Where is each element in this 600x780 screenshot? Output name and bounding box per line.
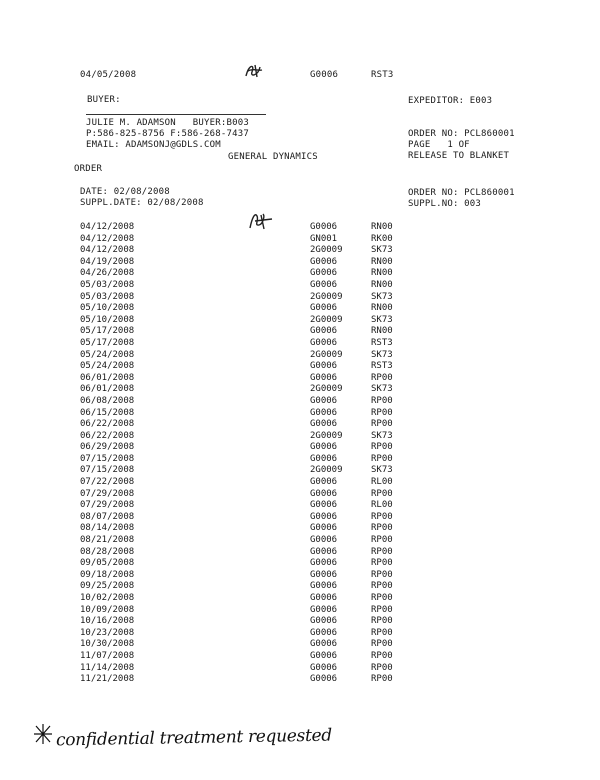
table-row (0, 326, 600, 338)
table-row (0, 674, 600, 686)
header-date: 04/05/2008 (80, 70, 137, 80)
row-date: 09/18/2008 (80, 569, 135, 580)
buyer-label: BUYER: (87, 95, 121, 105)
row-date: 05/03/2008 (80, 291, 135, 302)
row-code: G0006 (310, 303, 338, 314)
table-row (0, 280, 600, 292)
row-code: 2G0009 (310, 314, 343, 325)
table-row (0, 616, 600, 628)
table-row (0, 268, 600, 280)
table-row (0, 384, 600, 396)
row-status: RP00 (371, 546, 393, 557)
buyer-name: JULIE M. ADAMSON BUYER:B003 (86, 118, 249, 128)
row-status: SK73 (371, 430, 393, 441)
table-row (0, 350, 600, 362)
row-date: 09/05/2008 (80, 558, 135, 569)
asterisk-mark-icon (32, 722, 54, 746)
row-code: G0006 (310, 279, 338, 290)
row-code: 2G0009 (310, 245, 343, 256)
row-status: SK73 (371, 314, 393, 325)
order-number-2: ORDER NO: PCL860001 (408, 188, 515, 198)
row-code: G0006 (310, 639, 338, 650)
table-row (0, 361, 600, 373)
row-status: RP00 (371, 395, 393, 406)
table-row (0, 581, 600, 593)
table-row (0, 523, 600, 535)
row-status: RP00 (371, 372, 393, 383)
table-row (0, 257, 600, 269)
row-date: 05/03/2008 (80, 279, 135, 290)
table-row (0, 245, 600, 257)
table-row (0, 639, 600, 651)
row-status: RN00 (371, 222, 393, 232)
row-status: RP00 (371, 569, 393, 580)
table-row (0, 292, 600, 304)
row-status: RP00 (371, 488, 393, 499)
row-code: G0006 (310, 268, 338, 279)
row-code: G0006 (310, 511, 338, 522)
row-code: G0006 (310, 569, 338, 580)
suppl-date-line: SUPPL.DATE: 02/08/2008 (80, 198, 204, 208)
date-line: DATE: 02/08/2008 (80, 187, 170, 197)
row-code: G0006 (310, 546, 338, 557)
row-date: 04/12/2008 (80, 245, 135, 256)
row-status: RK00 (371, 233, 393, 244)
row-status: RST3 (371, 337, 393, 348)
table-row (0, 512, 600, 524)
row-status: RP00 (371, 535, 393, 546)
row-status: RP00 (371, 627, 393, 638)
row-date: 10/02/2008 (80, 593, 135, 603)
divider-line (86, 114, 266, 115)
row-status: SK73 (371, 465, 393, 476)
row-code: G0006 (310, 604, 338, 615)
row-date: 05/17/2008 (80, 326, 135, 337)
row-status: RP00 (371, 407, 393, 418)
row-date: 11/07/2008 (80, 650, 135, 661)
buyer-email: EMAIL: ADAMSONJ@GDLS.COM (86, 140, 221, 150)
row-code: G0006 (310, 453, 338, 464)
row-code: G0006 (310, 442, 338, 453)
header-rst: RST3 (371, 70, 394, 80)
row-code: G0006 (310, 361, 338, 372)
company-name: GENERAL DYNAMICS (228, 152, 318, 162)
buyer-phone: P:586-825-8756 F:586-268-7437 (86, 129, 249, 139)
table-row (0, 477, 600, 489)
row-date: 08/07/2008 (80, 511, 135, 522)
row-date: 09/25/2008 (80, 581, 135, 592)
table-row (0, 500, 600, 512)
row-status: RN00 (371, 326, 393, 337)
table-row (0, 628, 600, 640)
row-code: G0006 (310, 674, 338, 685)
table-row (0, 489, 600, 501)
schedule-list (0, 222, 600, 686)
table-row (0, 593, 600, 605)
row-date: 10/23/2008 (80, 627, 135, 638)
row-date: 11/21/2008 (80, 674, 135, 685)
row-code: G0006 (310, 419, 338, 430)
row-date: 07/15/2008 (80, 465, 135, 476)
row-code: G0006 (310, 662, 338, 673)
row-code: G0006 (310, 650, 338, 661)
row-date: 05/17/2008 (80, 337, 135, 348)
row-date: 06/08/2008 (80, 395, 135, 406)
row-date: 06/29/2008 (80, 442, 135, 453)
table-row (0, 547, 600, 559)
table-row (0, 338, 600, 350)
row-status: RP00 (371, 662, 393, 673)
row-date: 07/22/2008 (80, 477, 135, 488)
row-status: SK73 (371, 349, 393, 360)
row-status: RL00 (371, 477, 393, 488)
row-status: RP00 (371, 453, 393, 464)
row-date: 08/14/2008 (80, 523, 135, 534)
row-status: RP00 (371, 639, 393, 650)
page-info: PAGE 1 OF (408, 140, 470, 150)
row-date: 11/14/2008 (80, 662, 135, 673)
table-row (0, 465, 600, 477)
row-code: 2G0009 (310, 349, 343, 360)
row-code: G0006 (310, 488, 338, 499)
table-row (0, 408, 600, 420)
row-date: 07/15/2008 (80, 453, 135, 464)
row-status: SK73 (371, 384, 393, 395)
order-word: ORDER (74, 164, 103, 174)
row-date: 08/28/2008 (80, 546, 135, 557)
row-code: 2G0009 (310, 291, 343, 302)
table-row (0, 431, 600, 443)
row-date: 08/21/2008 (80, 535, 135, 546)
table-row (0, 558, 600, 570)
table-row (0, 419, 600, 431)
row-date: 04/12/2008 (80, 233, 135, 244)
row-status: RP00 (371, 581, 393, 592)
row-code: G0006 (310, 581, 338, 592)
row-code: 2G0009 (310, 384, 343, 395)
table-row (0, 303, 600, 315)
row-status: RP00 (371, 604, 393, 615)
redaction-mark-icon (243, 62, 265, 80)
row-status: RP00 (371, 523, 393, 534)
row-code: G0006 (310, 535, 338, 546)
row-status: RP00 (371, 674, 393, 685)
table-row (0, 454, 600, 466)
row-status: SK73 (371, 291, 393, 302)
row-status: RP00 (371, 442, 393, 453)
row-date: 05/24/2008 (80, 349, 135, 360)
row-code: G0006 (310, 395, 338, 406)
row-status: RL00 (371, 500, 393, 511)
row-date: 05/10/2008 (80, 314, 135, 325)
row-status: RP00 (371, 650, 393, 661)
row-code: G0006 (310, 407, 338, 418)
row-code: 2G0009 (310, 430, 343, 441)
table-row (0, 396, 600, 408)
row-status: RN00 (371, 256, 393, 267)
row-status: RN00 (371, 303, 393, 314)
row-code: G0006 (310, 222, 338, 232)
row-code: G0006 (310, 500, 338, 511)
row-code: G0006 (310, 337, 338, 348)
row-date: 04/19/2008 (80, 256, 135, 267)
row-status: RN00 (371, 268, 393, 279)
table-row (0, 651, 600, 663)
order-number: ORDER NO: PCL860001 (408, 129, 515, 139)
table-row (0, 605, 600, 617)
row-date: 10/16/2008 (80, 616, 135, 627)
table-row (0, 570, 600, 582)
suppl-number: SUPPL.NO: 003 (408, 199, 482, 209)
row-date: 07/29/2008 (80, 500, 135, 511)
row-code: 2G0009 (310, 465, 343, 476)
row-date: 05/10/2008 (80, 303, 135, 314)
table-row (0, 315, 600, 327)
row-date: 04/12/2008 (80, 222, 135, 232)
row-status: RN00 (371, 279, 393, 290)
row-code: GN001 (310, 233, 338, 244)
table-row (0, 373, 600, 385)
row-code: G0006 (310, 593, 338, 603)
row-code: G0006 (310, 523, 338, 534)
table-row (0, 535, 600, 547)
row-date: 05/24/2008 (80, 361, 135, 372)
table-row (0, 222, 600, 234)
row-date: 06/01/2008 (80, 384, 135, 395)
row-date: 10/30/2008 (80, 639, 135, 650)
row-date: 07/29/2008 (80, 488, 135, 499)
row-code: G0006 (310, 627, 338, 638)
row-date: 10/09/2008 (80, 604, 135, 615)
table-row (0, 442, 600, 454)
row-status: RP00 (371, 616, 393, 627)
row-date: 06/22/2008 (80, 430, 135, 441)
row-status: RP00 (371, 593, 393, 603)
row-code: G0006 (310, 558, 338, 569)
row-code: G0006 (310, 326, 338, 337)
row-date: 06/22/2008 (80, 419, 135, 430)
row-status: SK73 (371, 245, 393, 256)
release-type: RELEASE TO BLANKET (408, 151, 510, 161)
row-status: RP00 (371, 419, 393, 430)
table-row (0, 234, 600, 246)
expeditor-label: EXPEDITOR: E003 (408, 96, 493, 106)
row-status: RP00 (371, 558, 393, 569)
row-code: G0006 (310, 372, 338, 383)
row-date: 06/15/2008 (80, 407, 135, 418)
row-code: G0006 (310, 256, 338, 267)
row-status: RST3 (371, 361, 393, 372)
row-date: 04/26/2008 (80, 268, 135, 279)
row-status: RP00 (371, 511, 393, 522)
handwritten-note: confidential treatment requested (55, 725, 333, 751)
row-code: G0006 (310, 616, 338, 627)
header-code: G0006 (310, 70, 339, 80)
table-row (0, 663, 600, 675)
row-code: G0006 (310, 477, 338, 488)
row-date: 06/01/2008 (80, 372, 135, 383)
